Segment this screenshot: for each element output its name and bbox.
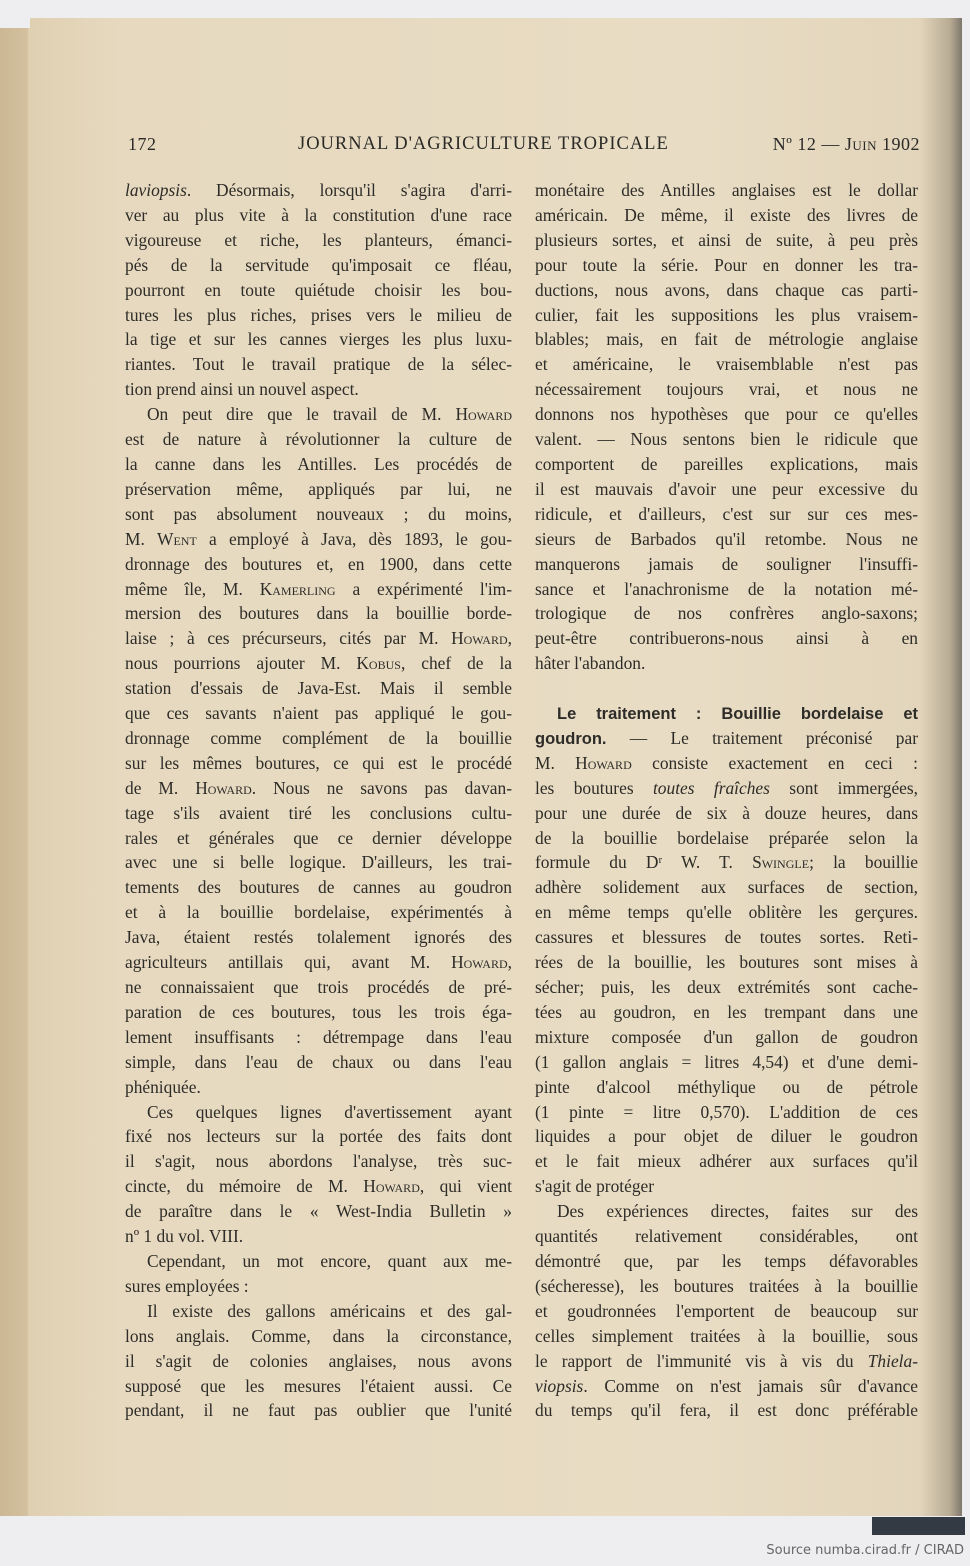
text-line: il s'agit de colonies anglaises, nous avons bbox=[125, 1350, 512, 1371]
text-line: nous pourrions ajouter M. Kobus, chef de la bbox=[125, 653, 513, 674]
text-line: donnons nos hypothèses que pour ce qu'elles bbox=[535, 404, 918, 425]
text-line: blables; mais, en fait de métrologie anglaise bbox=[535, 329, 918, 350]
issue-date: Nº 12 — Juin 1902 bbox=[772, 134, 920, 154]
proper-name: Went bbox=[157, 528, 197, 549]
text-line: monétaire des Antilles anglaises est le dollar bbox=[535, 180, 918, 200]
text-line: et le fait mieux adhérer aux surfaces qu'il bbox=[535, 1151, 918, 1172]
text-line: tion prend ainsi un nouvel aspect. bbox=[125, 379, 359, 400]
text-line: paration de ces boutures, tous les trois éga- bbox=[125, 1001, 512, 1022]
text-line: tements des boutures de cannes au goudron bbox=[125, 877, 512, 898]
text-line: ridicule, et d'ailleurs, c'est sur sur ces mes- bbox=[535, 503, 918, 524]
text-line: tage s'ils avaient tiré les conclusions cultu- bbox=[125, 802, 512, 823]
text-line: rales et générales que ce dernier développe bbox=[125, 827, 512, 848]
proper-name: Howard bbox=[575, 752, 632, 773]
italic-text: Thiela- bbox=[867, 1350, 918, 1371]
text-line: cassures et blessures de toutes sortes. Reti- bbox=[535, 927, 918, 948]
text-line: supposé que les mesures l'étaient aussi. Ce bbox=[125, 1375, 512, 1396]
proper-name: Howard bbox=[363, 1176, 420, 1197]
source-credit: Source numba.cirad.fr / CIRAD bbox=[766, 1543, 964, 1558]
text-line: (1 gallon anglais = litres 4,54) et d'une demi- bbox=[535, 1051, 918, 1072]
scanned-page bbox=[0, 18, 962, 1516]
text-line: rées de la bouillie, les boutures sont mises à bbox=[535, 952, 918, 973]
paragraph bbox=[125, 1299, 512, 1424]
text-line: plusieurs sortes, et ainsi de suite, à peu près bbox=[535, 229, 918, 250]
proper-name: Howard bbox=[451, 628, 508, 649]
text-line: de la bouillie bordelaise préparée selon la bbox=[535, 827, 918, 848]
text-line: lons anglais. Comme, dans la circonstance, bbox=[125, 1325, 512, 1346]
text-line: pour toute la série. Pour en donner les tra- bbox=[535, 254, 918, 275]
section-paragraph bbox=[535, 701, 918, 1199]
text-line: phéniquée. bbox=[125, 1076, 201, 1097]
text-line: Des expériences directes, faites sur des bbox=[557, 1201, 918, 1222]
text-line: en même temps qu'elle oblitère les gerçures. bbox=[535, 902, 918, 923]
proper-name: Kobus bbox=[356, 653, 401, 674]
text-line: il s'agit, nous abordons l'analyse, très suc- bbox=[125, 1151, 512, 1172]
text-line: trologique de nos confrères anglo-saxons; bbox=[535, 603, 918, 624]
text-line: celles simplement traitées à la bouillie, sous bbox=[535, 1325, 918, 1346]
paragraph bbox=[125, 178, 512, 402]
text-line: ver au plus vite à la constitution d'une race bbox=[125, 204, 512, 225]
text-line: pourront en toute quiétude choisir les bou- bbox=[125, 279, 512, 300]
text-line: sur les mêmes boutures, ce qui est le procédé bbox=[125, 752, 512, 773]
italic-text: viopsis bbox=[535, 1375, 584, 1396]
paragraph bbox=[535, 178, 918, 676]
scan-edge bbox=[0, 18, 30, 28]
text-line: que ces savants n'aient pas appliqué le gou- bbox=[125, 703, 512, 724]
proper-name: Howard bbox=[195, 777, 252, 798]
running-header bbox=[128, 134, 920, 160]
paragraph bbox=[125, 1249, 512, 1299]
paragraph bbox=[535, 1199, 918, 1423]
text-line: (sécheresse), les boutures traitées à la bouillie bbox=[535, 1275, 918, 1296]
paragraph bbox=[125, 1100, 512, 1249]
text-line: fixé nos lecteurs sur la portée des faits dont bbox=[125, 1126, 512, 1147]
journal-title: JOURNAL D'AGRICULTURE TROPICALE bbox=[298, 134, 669, 154]
text-line: préservation même, appliqués par lui, ne bbox=[125, 478, 512, 499]
text-line: simple, dans l'eau de chaux ou dans l'eau bbox=[125, 1051, 512, 1072]
text-line: les boutures toutes fraîches sont immergées, bbox=[535, 777, 918, 798]
page-number: 172 bbox=[128, 134, 157, 154]
text-line: pés de la servitude qu'imposait ce fléau, bbox=[125, 254, 512, 275]
text-line: liquides a pour objet de diluer le goudron bbox=[535, 1126, 918, 1147]
text-line: dronnage des boutures et, en 1900, dans cette bbox=[125, 553, 512, 574]
text-line: sures employées : bbox=[125, 1275, 249, 1296]
text-line: valent. — Nous sentons bien le ridicule que bbox=[535, 429, 918, 450]
text-line: tées au goudron, en les trempant dans une bbox=[535, 1001, 918, 1022]
text-line: sécher; puis, les deux extrémités sont cache- bbox=[535, 977, 918, 997]
text-line: la canne dans les Antilles. Les procédés de bbox=[125, 453, 512, 474]
text-line: américain. De même, il existe des livres de bbox=[535, 204, 918, 225]
text-line: mixture composée d'un gallon de goudron bbox=[535, 1026, 918, 1047]
text-line: adhère solidement aux surfaces de section, bbox=[535, 877, 918, 898]
text-line: sance et l'anachronisme de la notation mé- bbox=[535, 578, 918, 599]
text-line: laviopsis. Désormais, lorsqu'il s'agira d'arri- bbox=[125, 180, 512, 200]
text-line: M. Went a employé à Java, dès 1893, le gou- bbox=[125, 528, 512, 549]
text-line bbox=[535, 701, 918, 726]
text-line: démontré que, par les temps défavorables bbox=[535, 1250, 918, 1271]
text-line: vigoureuse et riche, les planteurs, émanci- bbox=[125, 229, 512, 250]
text-line: goudron. — Le traitement préconisé par bbox=[535, 727, 918, 748]
paragraph bbox=[125, 402, 512, 1099]
text-line: Cependant, un mot encore, quant aux me- bbox=[147, 1250, 512, 1271]
proper-name: Howard bbox=[455, 404, 512, 425]
text-line: de M. Howard. Nous ne savons pas davan- bbox=[125, 777, 513, 798]
text-column-left bbox=[125, 178, 512, 1423]
text-line: station d'essais de Java-Est. Mais il semble bbox=[125, 678, 512, 699]
text-line: nº 1 du vol. VIII. bbox=[125, 1226, 244, 1247]
text-column-right bbox=[535, 178, 918, 1423]
proper-name: Kamerling bbox=[259, 578, 336, 599]
text-line: et goudronnées l'emportent de beaucoup sur bbox=[535, 1300, 918, 1321]
text-line: du temps qu'il fera, il est donc préférable bbox=[535, 1400, 918, 1421]
text-line: M. Howard consiste exactement en ceci : bbox=[535, 752, 918, 773]
text-line: agriculteurs antillais qui, avant M. Howard, bbox=[125, 952, 512, 973]
proper-name: Howard bbox=[451, 952, 508, 973]
text-line: ne connaissaient que trois procédés de pré- bbox=[125, 977, 512, 997]
text-line: la tige et sur les cannes vierges les plus luxu- bbox=[125, 329, 512, 350]
italic-text: laviopsis bbox=[125, 180, 187, 200]
text-line: est de nature à révolutionner la culture de bbox=[125, 429, 512, 450]
text-line: sont pas absolument nouveaux ; du moins, bbox=[125, 503, 512, 524]
text-line: et américaine, le vraisemblable n'est pas bbox=[535, 354, 918, 375]
text-line: riantes. Tout le travail pratique de la sélec- bbox=[125, 354, 512, 375]
text-line: culier, fait les suppositions les plus vraisem- bbox=[535, 304, 918, 325]
text-line: pinte d'alcool méthylique ou de pétrole bbox=[535, 1076, 918, 1097]
text-line: laise ; à ces précurseurs, cités par M. Howard, bbox=[125, 628, 512, 649]
text-line: cincte, du mémoire de M. Howard, qui vient bbox=[125, 1176, 513, 1197]
text-line: viopsis. Comme on n'est jamais sûr d'avance bbox=[535, 1375, 918, 1396]
proper-name: Swingle bbox=[752, 852, 810, 873]
bold-heading: goudron. bbox=[535, 729, 607, 748]
text-line: Ces quelques lignes d'avertissement ayant bbox=[147, 1101, 512, 1122]
text-line: lement insuffisants : détrempage dans l'eau bbox=[125, 1026, 512, 1047]
text-line: et à la bouillie bordelaise, expérimentés à bbox=[125, 902, 512, 923]
text-line: dronnage comme complément de la bouillie bbox=[125, 727, 512, 748]
text-line: manquerons jamais de souligner l'insuffi- bbox=[535, 553, 918, 574]
text-line: sieurs de Barbados qu'il retombe. Nous ne bbox=[535, 528, 918, 549]
text-line: peut-être contribuerons-nous ainsi à en bbox=[535, 628, 918, 649]
text-line: tures les plus riches, prises vers le milieu de bbox=[125, 304, 512, 325]
italic-text: toutes fraîches bbox=[652, 777, 770, 798]
text-line: nécessairement toujours vrai, et nous ne bbox=[535, 379, 918, 400]
text-line: le rapport de l'immunité vis à vis du Thiela- bbox=[535, 1350, 918, 1371]
text-line: même île, M. Kamerling a expérimenté l'im- bbox=[125, 578, 512, 599]
text-line: avec une si belle logique. D'ailleurs, les trai- bbox=[125, 852, 512, 873]
text-line: Il existe des gallons américains et des gal- bbox=[147, 1300, 512, 1321]
text-line: il est mauvais d'avoir une peur excessive du bbox=[535, 478, 918, 499]
text-line: comportent de pareilles explications, mais bbox=[535, 453, 918, 474]
text-line: Java, étaient restés tolalement ignorés des bbox=[125, 927, 512, 948]
text-line: quantités relativement considérables, ont bbox=[535, 1226, 918, 1247]
text-line: formule du Dʳ W. T. Swingle; la bouillie bbox=[535, 852, 918, 873]
text-line: s'agit de protéger bbox=[535, 1176, 655, 1197]
text-line: mersion des boutures dans la bouillie borde- bbox=[125, 603, 512, 624]
text-line: pour une durée de six à douze heures, dans bbox=[535, 802, 918, 823]
text-line: hâter l'abandon. bbox=[535, 653, 646, 674]
text-line: (1 pinte = litre 0,570). L'addition de ces bbox=[535, 1101, 918, 1122]
text-line: de paraître dans le « West-India Bulletin » bbox=[125, 1201, 512, 1222]
scan-binding-edge bbox=[872, 1517, 965, 1535]
text-line: pendant, il ne faut pas oublier que l'unité bbox=[125, 1400, 512, 1421]
text-line: ductions, nous avons, dans chaque cas parti- bbox=[535, 279, 918, 300]
bold-heading: Le traitement : Bouillie bordelaise et bbox=[557, 705, 918, 724]
text-line: On peut dire que le travail de M. Howard bbox=[147, 404, 512, 425]
